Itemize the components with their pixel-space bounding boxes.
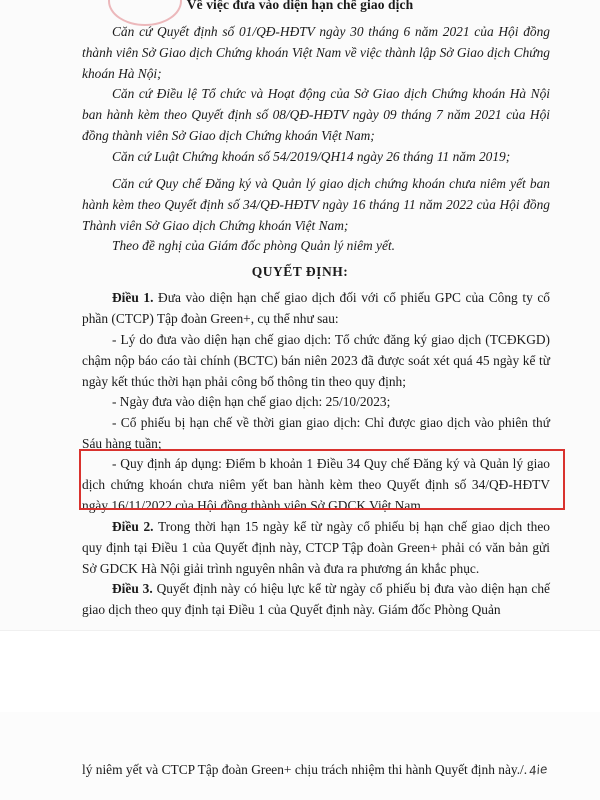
preamble-clause-3: Căn cứ Luật Chứng khoán số 54/2019/QH14 ngày 26 tháng 11 năm 2019; xyxy=(112,149,511,164)
article-1-text: Đưa vào diện hạn chế giao dịch đối với cổ phiếu GPC của Công ty cổ phần (CTCP) Tập đoàn Green+, cụ thể như sau: xyxy=(82,290,550,326)
article-1-label: Điều 1. xyxy=(112,290,154,305)
article-3 xyxy=(82,579,550,621)
document-page-2 xyxy=(0,712,600,800)
article-1-item-applicable-rule: - Quy định áp dụng: Điểm b khoản 1 Điều 34 Quy chế Đăng ký và Quản lý giao dịch chứng khoán chưa niêm yết ban hành kèm theo Quyết định số 34/QĐ-HĐTV ngày 16/11/2022 của Hội đồng thành viên Sở GDCK Việt Nam. xyxy=(82,456,550,513)
red-highlight-box xyxy=(79,449,565,510)
article-1-item-date: - Ngày đưa vào diện hạn chế giao dịch: 25/10/2023; xyxy=(112,394,391,409)
initials-signature: 4ie xyxy=(528,761,549,779)
preamble-clause-1: Căn cứ Quyết định số 01/QĐ-HĐTV ngày 30 tháng 6 năm 2021 của Hội đồng thành viên Sở Giao dịch Chứng khoán Việt Nam về việc thành lập Sở Giao dịch Chứng khoán Hà Nội; xyxy=(82,24,550,81)
preamble-clause-4: Căn cứ Quy chế Đăng ký và Quản lý giao dịch chứng khoán chưa niêm yết ban hành kèm theo Quyết định số 34/QĐ-HĐTV ngày 16 tháng 11 năm 2022 của Hội đồng Thành viên Sở Giao dịch Chứng khoán Việt Nam; xyxy=(82,176,550,233)
decision-subject-heading: Về việc đưa vào diện hạn chế giao dịch xyxy=(186,0,414,12)
decision-title: QUYẾT ĐỊNH: xyxy=(251,264,349,279)
article-2-label: Điều 2. xyxy=(112,519,154,534)
page-break xyxy=(0,630,600,713)
article-1 xyxy=(82,288,550,330)
preamble-clause-5: Theo đề nghị của Giám đốc phòng Quản lý niêm yết. xyxy=(112,238,396,253)
article-2 xyxy=(82,517,550,579)
article-3-text: Quyết định này có hiệu lực kể từ ngày cổ phiếu bị đưa vào diện hạn chế giao dịch theo quy định tại Điều 1 của Quyết định này. Giám đốc Phòng Quản xyxy=(82,581,550,617)
preamble-clause-2: Căn cứ Điều lệ Tổ chức và Hoạt động của Sở Giao dịch Chứng khoán Hà Nội ban hành kèm theo Quyết định số 08/QĐ-HĐTV ngày 09 tháng 7 năm 2021 của Hội đồng thành viên Sở Giao dịch Chứng khoán Việt Nam; xyxy=(82,86,550,143)
article-1-item-time-limit: - Cổ phiếu bị hạn chế về thời gian giao dịch: Chỉ được giao dịch vào phiên thứ Sáu hàng tuần; xyxy=(82,415,550,451)
article-2-text: Trong thời hạn 15 ngày kể từ ngày cổ phiếu bị hạn chế giao dịch theo quy định tại Điều 1 của Quyết định này, CTCP Tập đoàn Green+ phải có văn bản gửi Sở GDCK Hà Nội giải trình nguyên nhân và đưa ra phương án khắc phục. xyxy=(82,519,550,576)
article-1-item-reason: - Lý do đưa vào diện hạn chế giao dịch: Tổ chức đăng ký giao dịch (TCĐKGD) chậm nộp báo cáo tài chính (BCTC) bán niên 2023 đã được soát xét quá 45 ngày kể từ ngày kết thúc thời hạn phải công bố thông tin theo quy định; xyxy=(82,332,550,389)
article-3-label: Điều 3. xyxy=(112,581,153,596)
article-3-continuation: lý niêm yết và CTCP Tập đoàn Green+ chịu trách nhiệm thi hành Quyết định này./.4ie xyxy=(82,760,550,781)
